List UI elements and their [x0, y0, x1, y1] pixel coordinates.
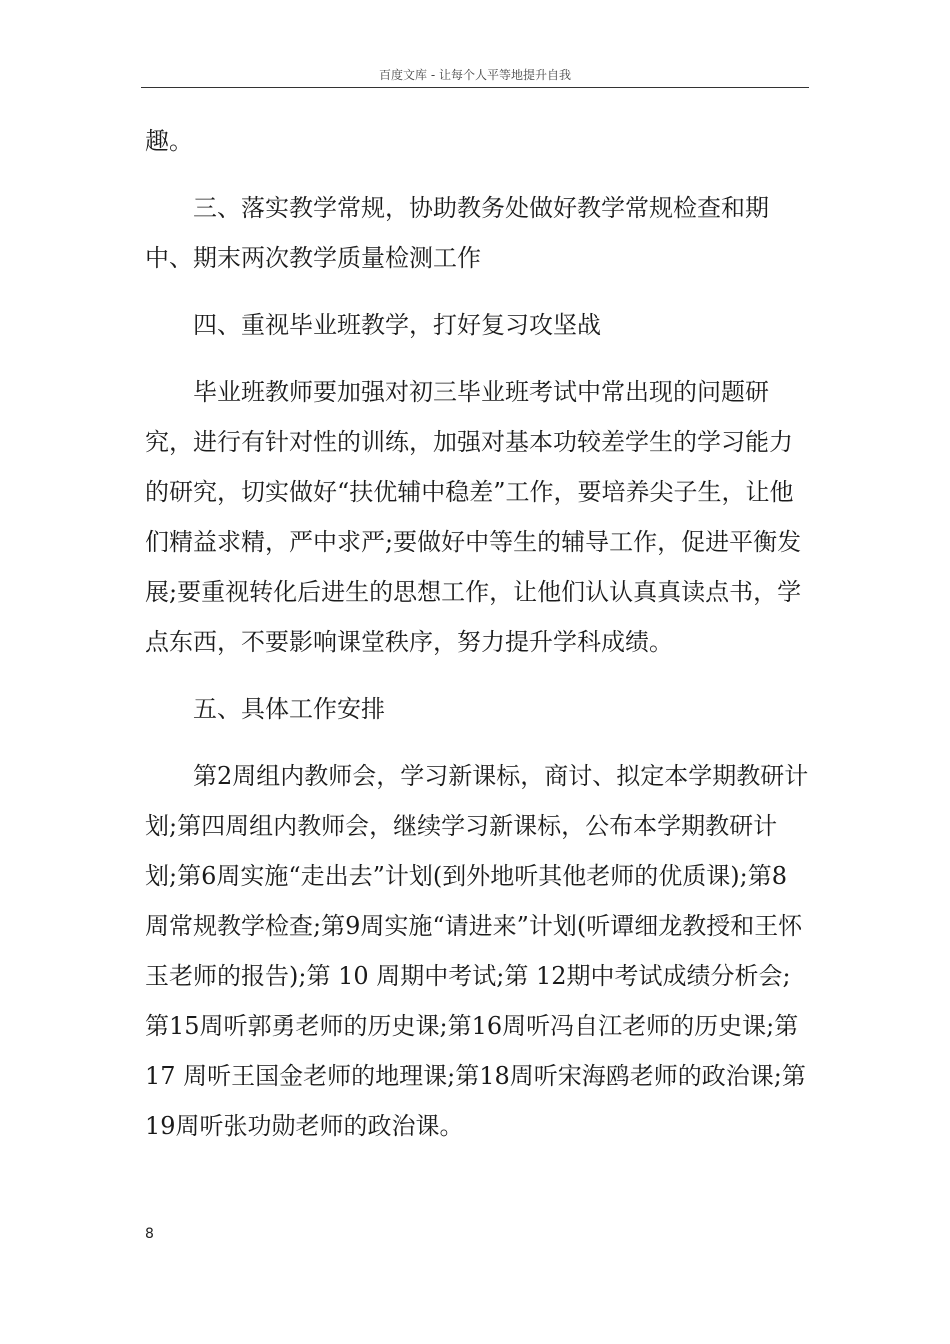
section-heading-5: 五、具体工作安排 — [193, 695, 385, 723]
page-header: 百度文库 - 让每个人平等地提升自我 — [379, 68, 571, 82]
paragraph-graduating-class: 毕业班教师要加强对初三毕业班考试中常出现的问题研究，进行有针对性的训练，加强对基本功较差学生的学习能力的研究，切实做好“扶优辅中稳差”工作，要培养尖子生，让他们精益求精，严中求严;要做好中等生的辅导工作，促进平衡发展;要重视转化后进生的思想工作，让他们认认真真读点书，学点东西，不要影响课堂秩序，努力提升学科成绩。 — [145, 378, 802, 656]
page-number: 8 — [145, 1226, 154, 1242]
paragraph-continuation: 趣。 — [145, 127, 193, 155]
header-divider — [141, 87, 809, 88]
section-heading-4: 四、重视毕业班教学，打好复习攻坚战 — [193, 311, 601, 339]
document-body — [145, 116, 809, 1151]
section-heading-3: 三、落实教学常规，协助教务处做好教学常规检查和期中、期末两次教学质量检测工作 — [145, 194, 769, 272]
paragraph-schedule: 第2周组内教师会，学习新课标，商讨、拟定本学期教研计划;第四周组内教师会，继续学习新课标，公布本学期教研计划;第6周实施“走出去”计划(到外地听其他老师的优质课);第8周常规教学检查;第9周实施“请进来”计划(听谭细龙教授和王怀玉老师的报告);第 10 周期中考试;第 12期中考试成绩分析会;第15周听郭勇老师的历史课;第16周听冯自江老师的历史课;第 17 周听王国金老师的地理课;第18周听宋海鸥老师的政治课;第19周听张功勋老师的政治课。 — [145, 762, 809, 1140]
